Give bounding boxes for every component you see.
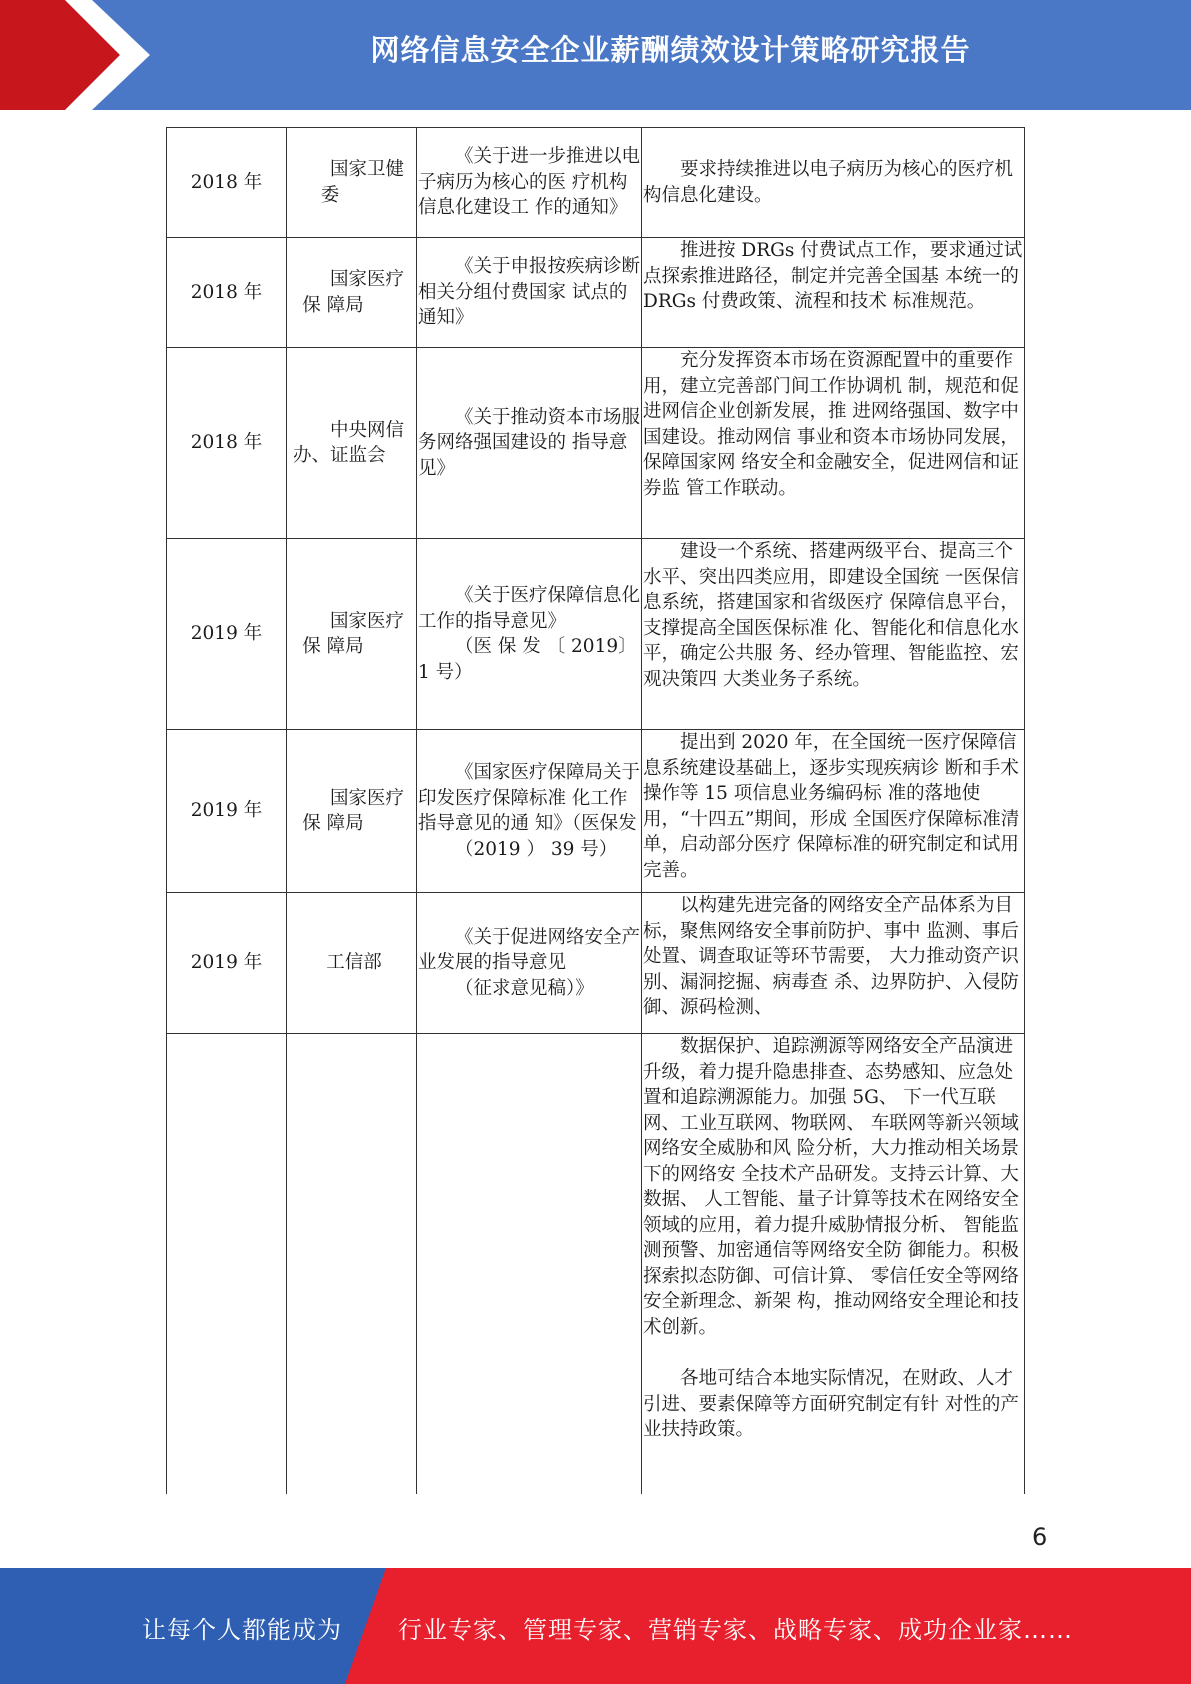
- requirement-paragraph: 各地可结合本地实际情况，在财政、人才引进、要素保障等方面研究制定有针 对性的产业扶持政策。: [643, 1368, 1019, 1440]
- department-cell: [287, 348, 417, 539]
- table-row: [167, 348, 1025, 539]
- requirement-cell: 建设一个系统、搭建两级平台、提高三个水平、突出四类应用，即建设全国统 一医保信息系统，搭建国家和省级医疗 保障信息平台，支撑提高全国医保标准 化、智能化和信息化水平，确定公共服 务、经办管理、智能监控、宏观决策四 大类业务子系统。: [642, 539, 1025, 730]
- table-row: [167, 238, 1025, 348]
- table-row: [167, 539, 1025, 730]
- requirement-cell: 要求持续推进以电子病历为核心的医疗机构信息化建设。: [642, 128, 1025, 238]
- year-cell: 2019 年: [167, 730, 287, 893]
- requirement-cell: 以构建先进完备的网络安全产品体系为目标，聚焦网络安全事前防护、事中 监测、事后处置、调查取证等环节需要， 大力推动资产识别、漏洞挖掘、病毒查 杀、边界防护、入侵防御、源码检测、: [642, 893, 1025, 1034]
- document-subtitle: （征求意见稿）》: [455, 977, 594, 999]
- department-line: 中央网信: [330, 419, 405, 441]
- table-row: [167, 1034, 1025, 1494]
- department-cell: [287, 730, 417, 893]
- document-title: 《关于促进网络安全产业发展的指导意见: [418, 926, 641, 974]
- document-title: 《国家医疗保障局关于印发医疗保障标准 化工作指导意见的通 知》（医保发: [418, 762, 641, 834]
- document-cell: 《关于进一步推进以电子病历为核心的医 疗机构信息化建设工 作的通知》: [417, 128, 642, 238]
- page-number: 6: [1032, 1523, 1048, 1551]
- department-line: 委: [320, 184, 340, 206]
- requirement-cell: 推进按 DRGs 付费试点工作，要求通过试点探索推进路径，制定并完善全国基 本统一的 DRGs 付费政策、流程和技术 标准规范。: [642, 238, 1025, 348]
- requirement-cell: 提出到 2020 年，在全国统一医疗保障信息系统建设基础上，逐步实现疾病诊 断和手术操作等 15 项信息业务编码标 准的落地使用，“十四五”期间，形成 全国医疗保障标准清单，启动部分医疗 保障标准的研究制定和试用完善。: [642, 730, 1025, 893]
- department-line: 保 障局: [302, 294, 364, 316]
- department-line: 工信部: [326, 952, 382, 974]
- department-line: 国家医疗: [330, 787, 405, 809]
- department-line: 国家医疗: [330, 269, 405, 290]
- requirement-paragraph: 数据保护、追踪溯源等网络安全产品演进升级，着力提升隐患排查、态势感知、应急处置和追踪溯源能力。加强 5G、 下一代互联网、工业互联网、物联网、 车联网等新兴领域网络安全威胁和风 险分析，大力推动相关场景下的网络安 全技术产品研发。支持云计算、大数据、 人工智能、量子计算等技术在网络安全 领域的应用，着力提升威胁情报分析、 智能监测预警、加密通信等网络安全防 御能力。积极探索拟态防御、可信计算、 零信任安全等网络安全新理念、新架 构，推动网络安全理论和技术创新。: [643, 1036, 1019, 1338]
- table-row: [167, 128, 1025, 238]
- footer-slogan-right: 行业专家、管理专家、营销专家、战略专家、成功企业家……: [398, 1616, 1073, 1644]
- document-cell: 《关于推动资本市场服务网络强国建设的 指导意见》: [417, 348, 642, 539]
- year-cell: 2019 年: [167, 893, 287, 1034]
- document-number: （医 保 发 〔 2019〕1 号）: [418, 636, 637, 683]
- department-cell: [287, 1034, 417, 1494]
- year-cell: 2018 年: [167, 238, 287, 348]
- department-line: 保 障局: [302, 813, 364, 834]
- department-line: 保 障局: [302, 636, 364, 657]
- document-cell: 《关于申报按疾病诊断相关分组付费国家 试点的通知》: [417, 238, 642, 348]
- department-line: 国家卫健: [330, 159, 405, 180]
- department-cell: [287, 893, 417, 1034]
- document-cell: [417, 539, 642, 730]
- year-cell: [167, 1034, 287, 1494]
- year-cell: 2019 年: [167, 539, 287, 730]
- report-title: 网络信息安全企业薪酬绩效设计策略研究报告: [370, 33, 971, 67]
- document-title: 《关于医疗保障信息化工作的指导意见》: [418, 585, 641, 632]
- year-cell: 2018 年: [167, 128, 287, 238]
- department-cell: [287, 539, 417, 730]
- page-header: [0, 0, 1191, 110]
- department-cell: [287, 238, 417, 348]
- table-row: [167, 893, 1025, 1034]
- requirement-cell: [642, 1034, 1025, 1494]
- policy-table: [166, 127, 1025, 1494]
- department-line: 办、证监会: [293, 445, 386, 466]
- department-cell: [287, 128, 417, 238]
- document-cell: [417, 730, 642, 893]
- requirement-cell: 充分发挥资本市场在资源配置中的重要作用，建立完善部门间工作协调机 制，规范和促进网信企业创新发展，推 进网络强国、数字中国建设。推动网信 事业和资本市场协同发展，保障国家网 络安全和金融安全，促进网信和证券监 管工作联动。: [642, 348, 1025, 539]
- footer-slogan-left: 让每个人都能成为: [142, 1616, 342, 1644]
- year-cell: 2018 年: [167, 348, 287, 539]
- document-cell: [417, 1034, 642, 1494]
- page-footer: [0, 1568, 1191, 1684]
- table-row: [167, 730, 1025, 893]
- document-cell: [417, 893, 642, 1034]
- department-line: 国家医疗: [330, 610, 405, 632]
- document-number: （2019 ） 39 号）: [455, 838, 618, 860]
